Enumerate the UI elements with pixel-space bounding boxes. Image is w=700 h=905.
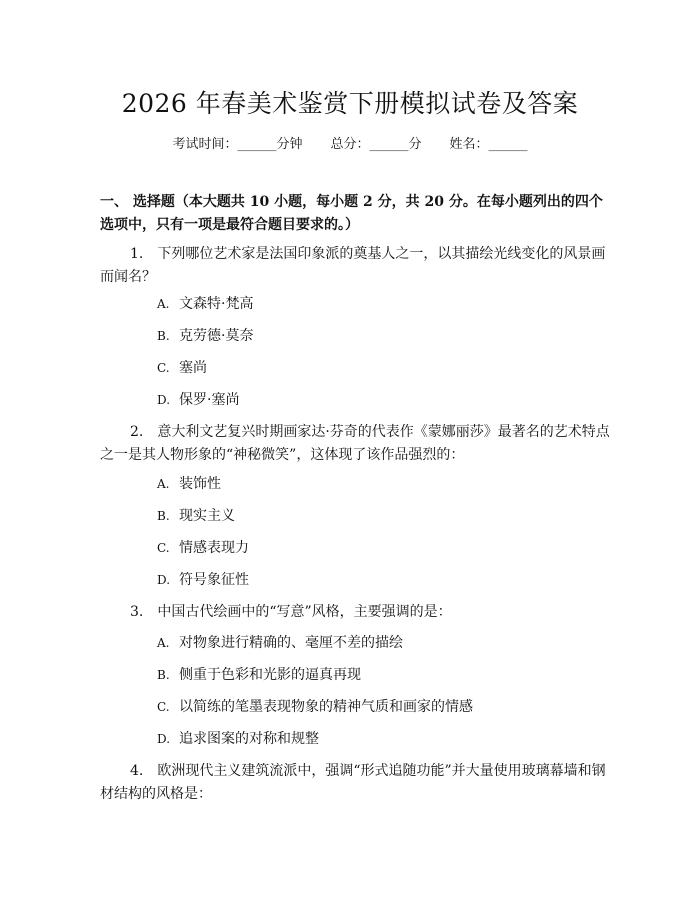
option-text: 文森特·梵高 xyxy=(179,296,254,312)
option-text: 装饰性 xyxy=(179,476,221,492)
option-letter: B. xyxy=(157,329,170,343)
student-name-field: 姓名：______ xyxy=(449,137,528,152)
option-letter: A. xyxy=(157,636,170,650)
exam-time-field: 考试时间：______分钟 xyxy=(172,137,303,152)
option-letter: C. xyxy=(157,541,170,555)
option-text: 情感表现力 xyxy=(179,540,249,556)
question-1-option-c xyxy=(157,358,207,378)
question-1-option-d xyxy=(157,390,239,410)
question-3-option-a xyxy=(157,633,403,653)
option-text: 保罗·塞尚 xyxy=(179,392,240,408)
section-heading: 一、 选择题（本大题共 10 小题，每小题 2 分，共 20 分。在每小题列出的四个选项中，只有一项是最符合题目要求的。） xyxy=(100,194,603,233)
option-text: 追求图案的对称和规整 xyxy=(179,731,319,747)
option-text: 对物象进行精确的、毫厘不差的描绘 xyxy=(179,635,403,651)
question-3: 3. 中国古代绘画中的“写意”风格，主要强调的是： xyxy=(130,604,452,620)
question-1-option-a xyxy=(157,294,253,314)
option-text: 现实主义 xyxy=(179,508,235,524)
question-4: 4. 欧洲现代主义建筑流派中，强调“形式追随功能”并大量使用玻璃幕墙和钢材结构的风格是： xyxy=(100,763,606,802)
option-letter: B. xyxy=(157,509,170,523)
question-1-option-b xyxy=(157,326,253,346)
question-2-option-d xyxy=(157,570,249,590)
option-letter: C. xyxy=(157,700,170,714)
option-text: 侧重于色彩和光影的逼真再现 xyxy=(179,667,361,683)
option-letter: A. xyxy=(157,477,170,491)
question-2-option-a xyxy=(157,474,221,494)
option-text: 塞尚 xyxy=(179,360,207,376)
question-2: 2. 意大利文艺复兴时期画家达·芬奇的代表作《蒙娜丽莎》最著名的艺术特点之一是其人物形象的“神秘微笑”，这体现了该作品强烈的： xyxy=(100,424,610,463)
option-letter: D. xyxy=(157,732,171,746)
question-3-option-b xyxy=(157,665,361,685)
page-title: 2026 年春美术鉴赏下册模拟试卷及答案 xyxy=(121,89,579,118)
total-score-field: 总分：______分 xyxy=(330,137,422,152)
option-letter: A. xyxy=(157,297,170,311)
exam-info-line xyxy=(0,133,700,152)
option-text: 克劳德·莫奈 xyxy=(179,328,254,344)
question-3-option-c xyxy=(157,697,473,717)
option-letter: B. xyxy=(157,668,170,682)
option-letter: D. xyxy=(157,393,171,407)
question-1: 1. 下列哪位艺术家是法国印象派的奠基人之一，以其描绘光线变化的风景画而闻名？ xyxy=(100,246,606,285)
option-text: 以简练的笔墨表现物象的精神气质和画家的情感 xyxy=(179,699,473,715)
option-letter: D. xyxy=(157,573,171,587)
option-letter: C. xyxy=(157,361,170,375)
option-text: 符号象征性 xyxy=(179,572,249,588)
question-2-option-b xyxy=(157,506,235,526)
question-3-option-d xyxy=(157,729,319,749)
question-2-option-c xyxy=(157,538,249,558)
